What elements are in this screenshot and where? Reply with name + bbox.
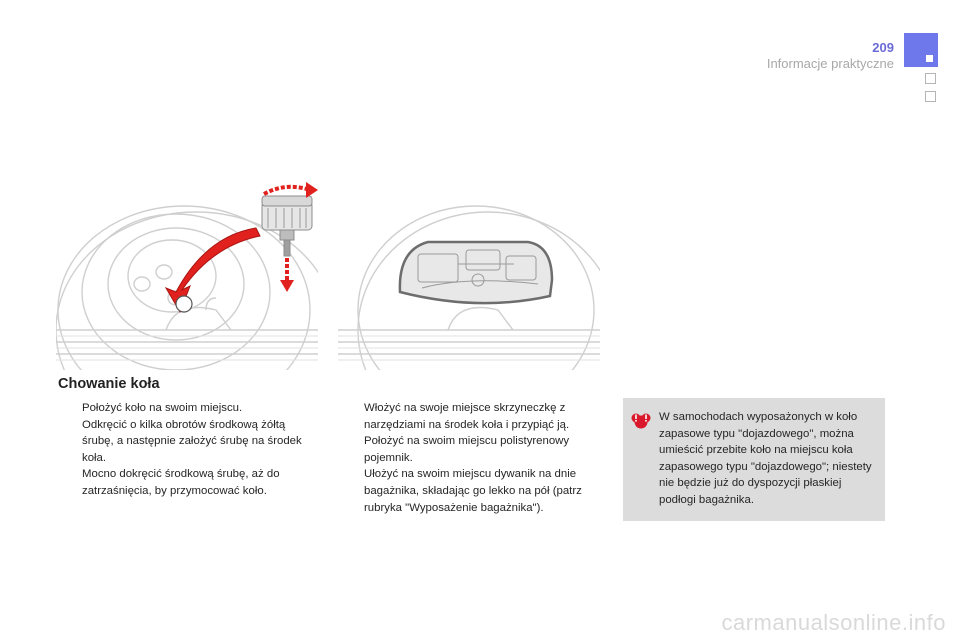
step-text: Położyć na swoim miejscu polistyrenowy pojemnik. xyxy=(364,435,570,464)
list-item xyxy=(60,466,310,499)
step-text: Odkręcić o kilka obrotów środkową żółtą śrubę, a następnie założyć śrubę na środek koła. xyxy=(82,418,302,464)
list-item xyxy=(342,466,610,516)
warning-icon xyxy=(631,410,651,430)
chapter-tab[interactable] xyxy=(925,73,936,84)
list-item xyxy=(342,400,610,433)
section-title: Chowanie koła xyxy=(58,376,160,392)
step-text: Położyć koło na swoim miejscu. xyxy=(82,402,243,414)
step-text: Włożyć na swoje miejsce skrzyneczkę z narzędziami na środek koła i przypiąć ją. xyxy=(364,402,570,431)
list-item xyxy=(60,417,310,467)
watermark: carmanualsonline.info xyxy=(721,610,946,635)
warning-note xyxy=(623,398,885,521)
step-text: Ułożyć na swoim miejscu dywanik na dnie bagażnika, składając go lekko na pół (patrz rubryka "Wyposażenie bagażnika"). xyxy=(364,468,582,514)
steps-middle xyxy=(342,400,610,516)
warning-text: W samochodach wyposażonych w koło zapasowe typu "dojazdowego", można umieścić przebite koło na miejscu koła zapasowego typu "dojazdowego"; niestety nie będzie już do dyspozycji płaskiej podłogi bagażnika. xyxy=(659,411,872,506)
spare-wheel-screw-illustration xyxy=(56,180,318,370)
tab-marker xyxy=(926,55,933,62)
list-item xyxy=(342,433,610,466)
page-number: 209 xyxy=(872,40,894,55)
list-item xyxy=(60,400,310,417)
steps-left xyxy=(60,400,310,500)
chapter-tab[interactable] xyxy=(925,91,936,102)
step-text: Mocno dokręcić środkową śrubę, aż do zatrzaśnięcia, by przymocować koło. xyxy=(82,468,280,497)
chapter-tab-active[interactable] xyxy=(904,33,938,67)
polystyrene-container-illustration xyxy=(338,180,600,370)
chapter-title: Informacje praktyczne xyxy=(766,56,894,71)
